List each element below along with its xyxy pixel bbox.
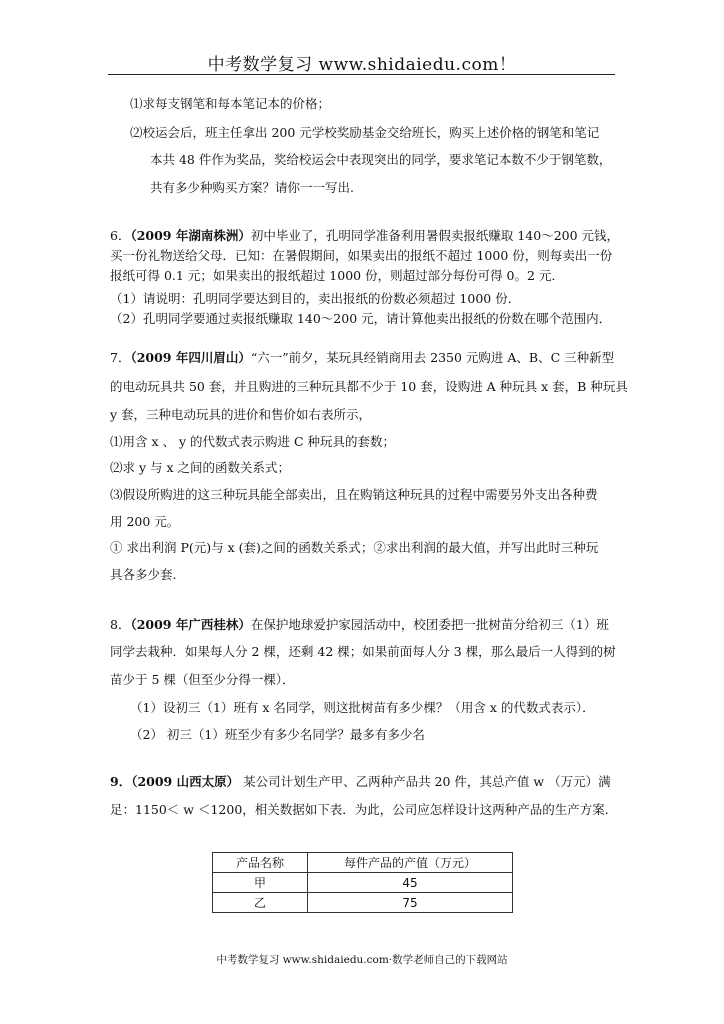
q7-line8: ① 求出利润 P(元)与 x (套)之间的函数关系式；②求出利润的最大值，并写出此时三种玩 (110, 540, 599, 555)
q8-line3: 苗少于 5 棵（但至少分得一棵）． (110, 672, 295, 687)
table-cell: 甲 (213, 873, 308, 893)
q6-text: 初中毕业了，孔明同学准备利用暑假卖报纸赚取 140～200 元钱， (250, 228, 620, 243)
q8-number: 8． (110, 617, 131, 632)
page-footer: 中考数学复习 www.shidaiedu.com·数学老师自己的下载网站 (216, 954, 508, 966)
q5-part2-line3: 共有多少种购买方案？请你一一写出. (150, 180, 354, 195)
q7-line9: 具各多少套. (110, 567, 177, 582)
q8-line4: （1）设初三（1）班有 x 名同学，则这批树苗有多少棵？（用含 x 的代数式表示）． (130, 700, 595, 715)
table-header-cell: 每件产品的产值（万元） (308, 853, 513, 873)
q7-source: （2009 年四川眉山） (130, 350, 251, 365)
q6-line4: （1）请说明：孔明同学要达到目的，卖出报纸的份数必须超过 1000 份． (110, 291, 521, 306)
q7-line3: y 套，三种电动玩具的进价和售价如右表所示， (110, 407, 372, 422)
q7-text: “六一”前夕，某玩具经销商用去 2350 元购进 A、B、C 三种新型 (250, 350, 615, 365)
q5-part2-line2: 本共 48 件作为奖品，奖给校运会中表现突出的同学，要求笔记本数不少于钢笔数， (150, 152, 612, 167)
table-row (213, 893, 513, 913)
q7-number: 7． (110, 350, 131, 365)
q8-line5: （2） 初三（1）班至少有多少名同学？最多有多少名 (130, 727, 425, 742)
q9-source: （2009 山西太原） (131, 774, 240, 789)
q7-line6: ⑶假设所购进的这三种玩具能全部卖出，且在购销这种玩具的过程中需要另外支出各种费 (110, 487, 598, 502)
table-cell: 45 (308, 873, 513, 893)
product-value-table (212, 852, 513, 913)
q9-line2: 足：1150＜ w ＜1200，相关数据如下表．为此，公司应怎样设计这两种产品的生产方案． (110, 802, 618, 817)
page-header: 中考数学复习 www.shidaiedu.com！ (207, 55, 517, 75)
q8-line1 (110, 617, 609, 633)
table-cell: 乙 (213, 893, 308, 913)
q8-source: （2009 年广西桂林） (130, 617, 251, 632)
q9-text: 某公司计划生产甲、乙两种产品共 20 件，其总产值 w （万元）满 (239, 774, 611, 789)
table-header-row (213, 853, 513, 873)
q7-line2: 的电动玩具共 50 套，并且购进的三种玩具都不少于 10 套，设购进 A 种玩具 x 套，B 种玩具 (110, 379, 628, 394)
q8-text: 在保护地球爱护家园活动中，校团委把一批树苗分给初三（1）班 (250, 617, 609, 632)
table-cell: 75 (308, 893, 513, 913)
q8-line2: 同学去栽种．如果每人分 2 棵，还剩 42 棵；如果前面每人分 3 棵，那么最后一人得到的树 (110, 644, 616, 659)
q6-line2: 买一份礼物送给父母．已知：在暑假期间，如果卖出的报纸不超过 1000 份，则每卖出一份 (110, 248, 613, 263)
q7-line7: 用 200 元。 (110, 514, 180, 529)
q5-part1: ⑴求每支钢笔和每本笔记本的价格； (130, 96, 331, 111)
q6-line5: （2）孔明同学要通过卖报纸赚取 140～200 元，请计算他卖出报纸的份数在哪个范围内． (110, 311, 612, 326)
table-row (213, 873, 513, 893)
q9-line1 (110, 774, 611, 790)
q6-line1 (110, 228, 619, 244)
q7-line4: ⑴用含 x 、 y 的代数式表示购进 C 种玩具的套数； (110, 434, 396, 449)
q7-line5: ⑵求 y 与 x 之间的函数关系式； (110, 460, 291, 475)
q6-source: （2009 年湖南株洲） (130, 228, 251, 243)
header-rule (108, 74, 615, 75)
q7-line1 (110, 350, 614, 366)
q9-number: 9． (110, 774, 132, 789)
table-header-cell: 产品名称 (213, 853, 308, 873)
q5-part2-line1: ⑵校运会后，班主任拿出 200 元学校奖励基金交给班长，购买上述价格的钢笔和笔记 (130, 125, 600, 140)
q6-line3: 报纸可得 0.1 元；如果卖出的报纸超过 1000 份，则超过部分每份可得 0。2 元． (110, 268, 564, 283)
q6-number: 6． (110, 228, 131, 243)
